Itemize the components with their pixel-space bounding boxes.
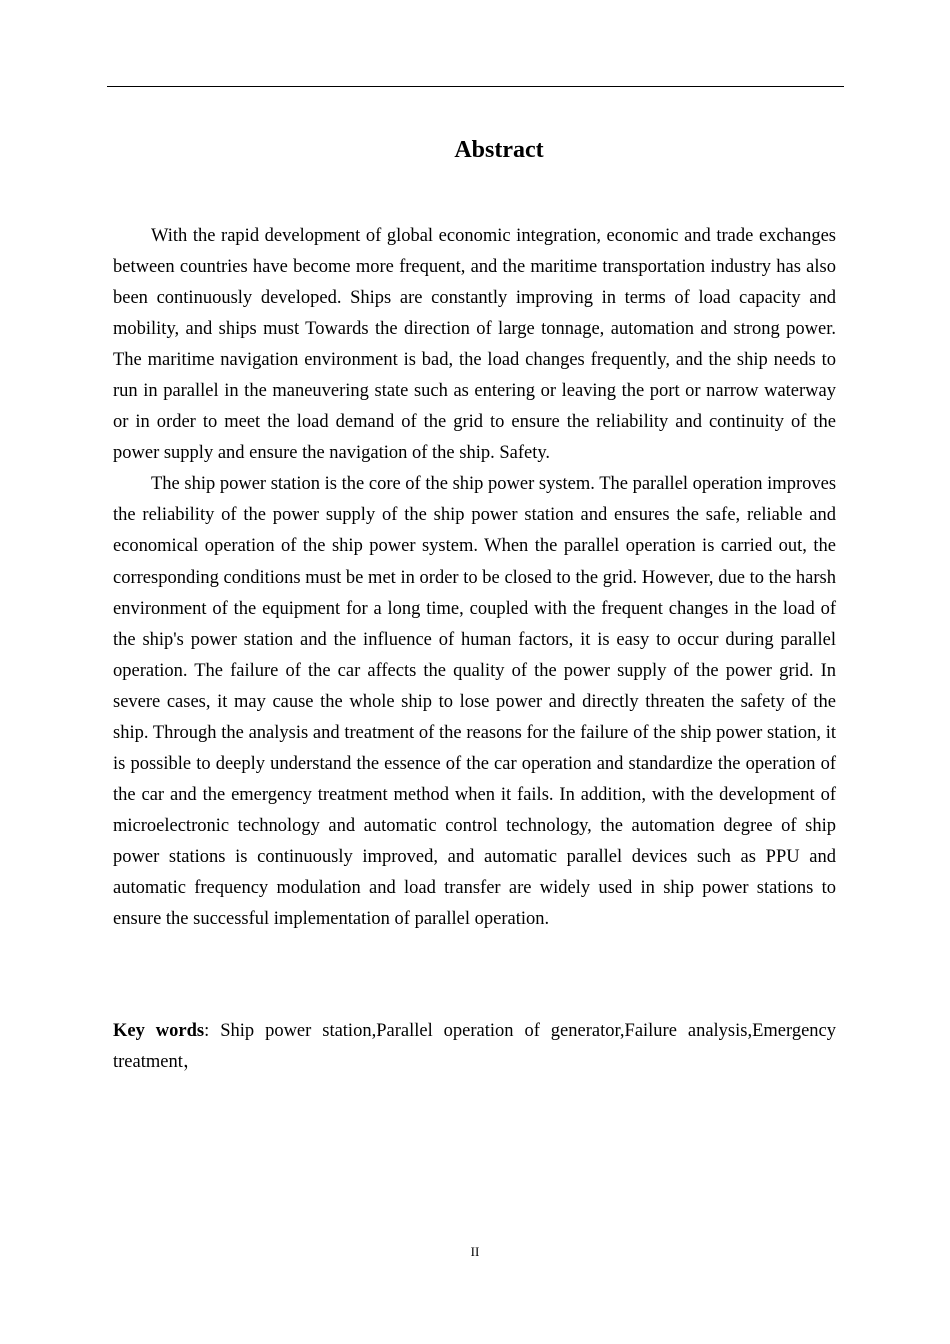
keywords-label: Key words (113, 1021, 205, 1041)
keywords-line (113, 1016, 836, 1078)
abstract-paragraph: With the rapid development of global economic integration, economic and trade exchanges between countries have become more frequent, and the maritime transportation industry has also been continuously developed. Ships are constantly improving in terms of load capacity and mobility, and ships must Towards the direction of large tonnage, automation and strong power. The maritime navigation environment is bad, the load changes frequently, and the ship needs to run in parallel in the maneuvering state such as entering or leaving the port or narrow waterway or in order to meet the load demand of the grid to ensure the reliability and continuity of the power supply and ensure the navigation of the ship. Safety. (113, 226, 836, 464)
keywords-text: Ship power station,Parallel operation of generator,Failure analysis,Emergency treatment， (113, 1021, 837, 1072)
keywords-separator: : (204, 1021, 221, 1041)
abstract-paragraph: The ship power station is the core of the ship power system. The parallel operation improves the reliability of the power supply of the ship power station and ensures the safe, reliable and economical operation of the ship power system. When the parallel operation is carried out, the corresponding conditions must be met in order to be closed to the grid. However, due to the harsh environment of the equipment for a long time, coupled with the frequent changes in the load of the ship's power station and the influence of human factors, it is easy to occur during parallel operation. The failure of the car affects the quality of the power supply of the power grid. In severe cases, it may cause the whole ship to lose power and directly threaten the safety of the ship. Through the analysis and treatment of the reasons for the failure of the ship power station, it is possible to deeply understand the essence of the car operation and standardize the operation of the car and the emergency treatment method when it fails. In addition, with the development of microelectronic technology and automatic control technology, the automation degree of ship power stations is continuously improved, and automatic parallel devices such as PPU and automatic frequency modulation and load transfer are widely used in ship power stations to ensure the successful implementation of parallel operation. (113, 474, 837, 930)
page-title: Abstract (454, 137, 544, 163)
abstract-body (113, 221, 836, 935)
header-rule (107, 86, 844, 87)
page-number: II (470, 1244, 480, 1259)
